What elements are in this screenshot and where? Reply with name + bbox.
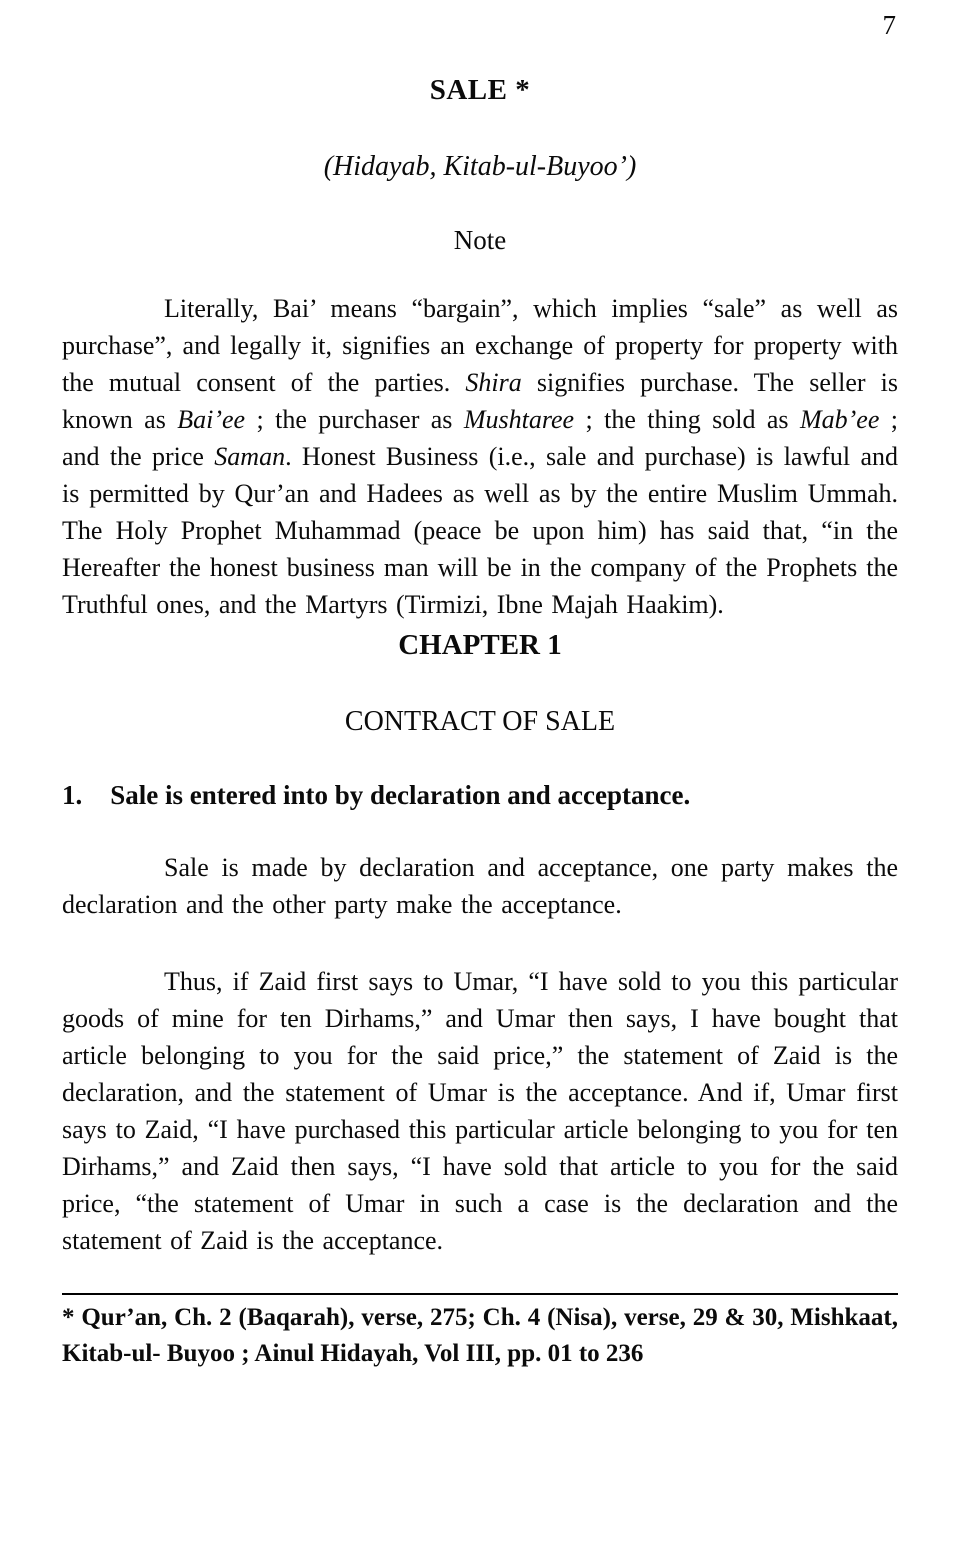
text-run: signifies purchase. The seller is known as [62, 368, 898, 434]
text-run: ; the thing sold as [574, 405, 800, 434]
italic-term-saman: Saman [214, 442, 286, 471]
chapter-title: CHAPTER 1 [398, 629, 562, 661]
italic-term-baiee: Bai’ee [177, 405, 246, 434]
italic-term-mushtaree: Mushtaree [463, 405, 575, 434]
footnote [62, 1293, 898, 1372]
section-paragraph-1: Sale is made by declaration and acceptance, one party makes the declaration and the other party make the acceptance. [62, 853, 898, 919]
chapter-subtitle: CONTRACT OF SALE [344, 706, 616, 737]
section-heading-text: Sale is entered into by declaration and acceptance. [110, 780, 691, 810]
text-run: ; the purchaser as [245, 405, 464, 434]
footnote-text: * Qur’an, Ch. 2 (Baqarah), verse, 275; Ch. 4 (Nisa), verse, 29 & 30, Mishkaat, Kitab-ul- Buyoo ; Ainul Hidayah, Vol III, pp. 01 to 236 [62, 1304, 898, 1367]
section-heading [62, 780, 898, 811]
section-number: 1. [62, 780, 83, 810]
note-paragraph [62, 290, 898, 623]
italic-term-shira: Shira [465, 368, 522, 397]
section-paragraph-2: Thus, if Zaid first says to Umar, “I have sold to you this particular goods of mine for ten Dirhams,” and Umar then says, I have bought that article belonging to you for the said price,” the statement of Zaid is the declaration, and the statement of Umar is the acceptance. And if, Umar first says to Zaid, “I have purchased this particular article belonging to you for ten Dirhams,” and Zaid then says, “I have sold that article to you for the said price, “the statement of Umar in such a case is the declaration and the statement of Zaid is the acceptance. [62, 967, 898, 1255]
page-number: 7 [882, 10, 896, 40]
italic-term-mabee: Mab’ee [799, 405, 880, 434]
text-run: . Honest Business (i.e., sale and purchase) is lawful and is permitted by Qur’an and Hadees as well as by the entire Muslim Ummah. The Holy Prophet Muhammad (peace be upon him) has said that, “in the Hereafter the honest business man will be in the company of the Prophets the Truthful ones, and the Martyrs (Tirmizi, Ibne Majah Haakim). [62, 442, 898, 619]
footnote-divider [62, 1293, 898, 1295]
text-run: ; and the price [62, 405, 899, 471]
page-title: SALE * [429, 74, 531, 106]
note-label: Note [453, 225, 507, 255]
page-subtitle: (Hidayab, Kitab-ul-Buyoo’) [323, 151, 637, 182]
text-run: Literally, Bai’ means “bargain”, which implies “sale” as well as purchase”, and legally it, signifies an exchange of property for property with the mutual consent of the parties. [62, 294, 898, 397]
